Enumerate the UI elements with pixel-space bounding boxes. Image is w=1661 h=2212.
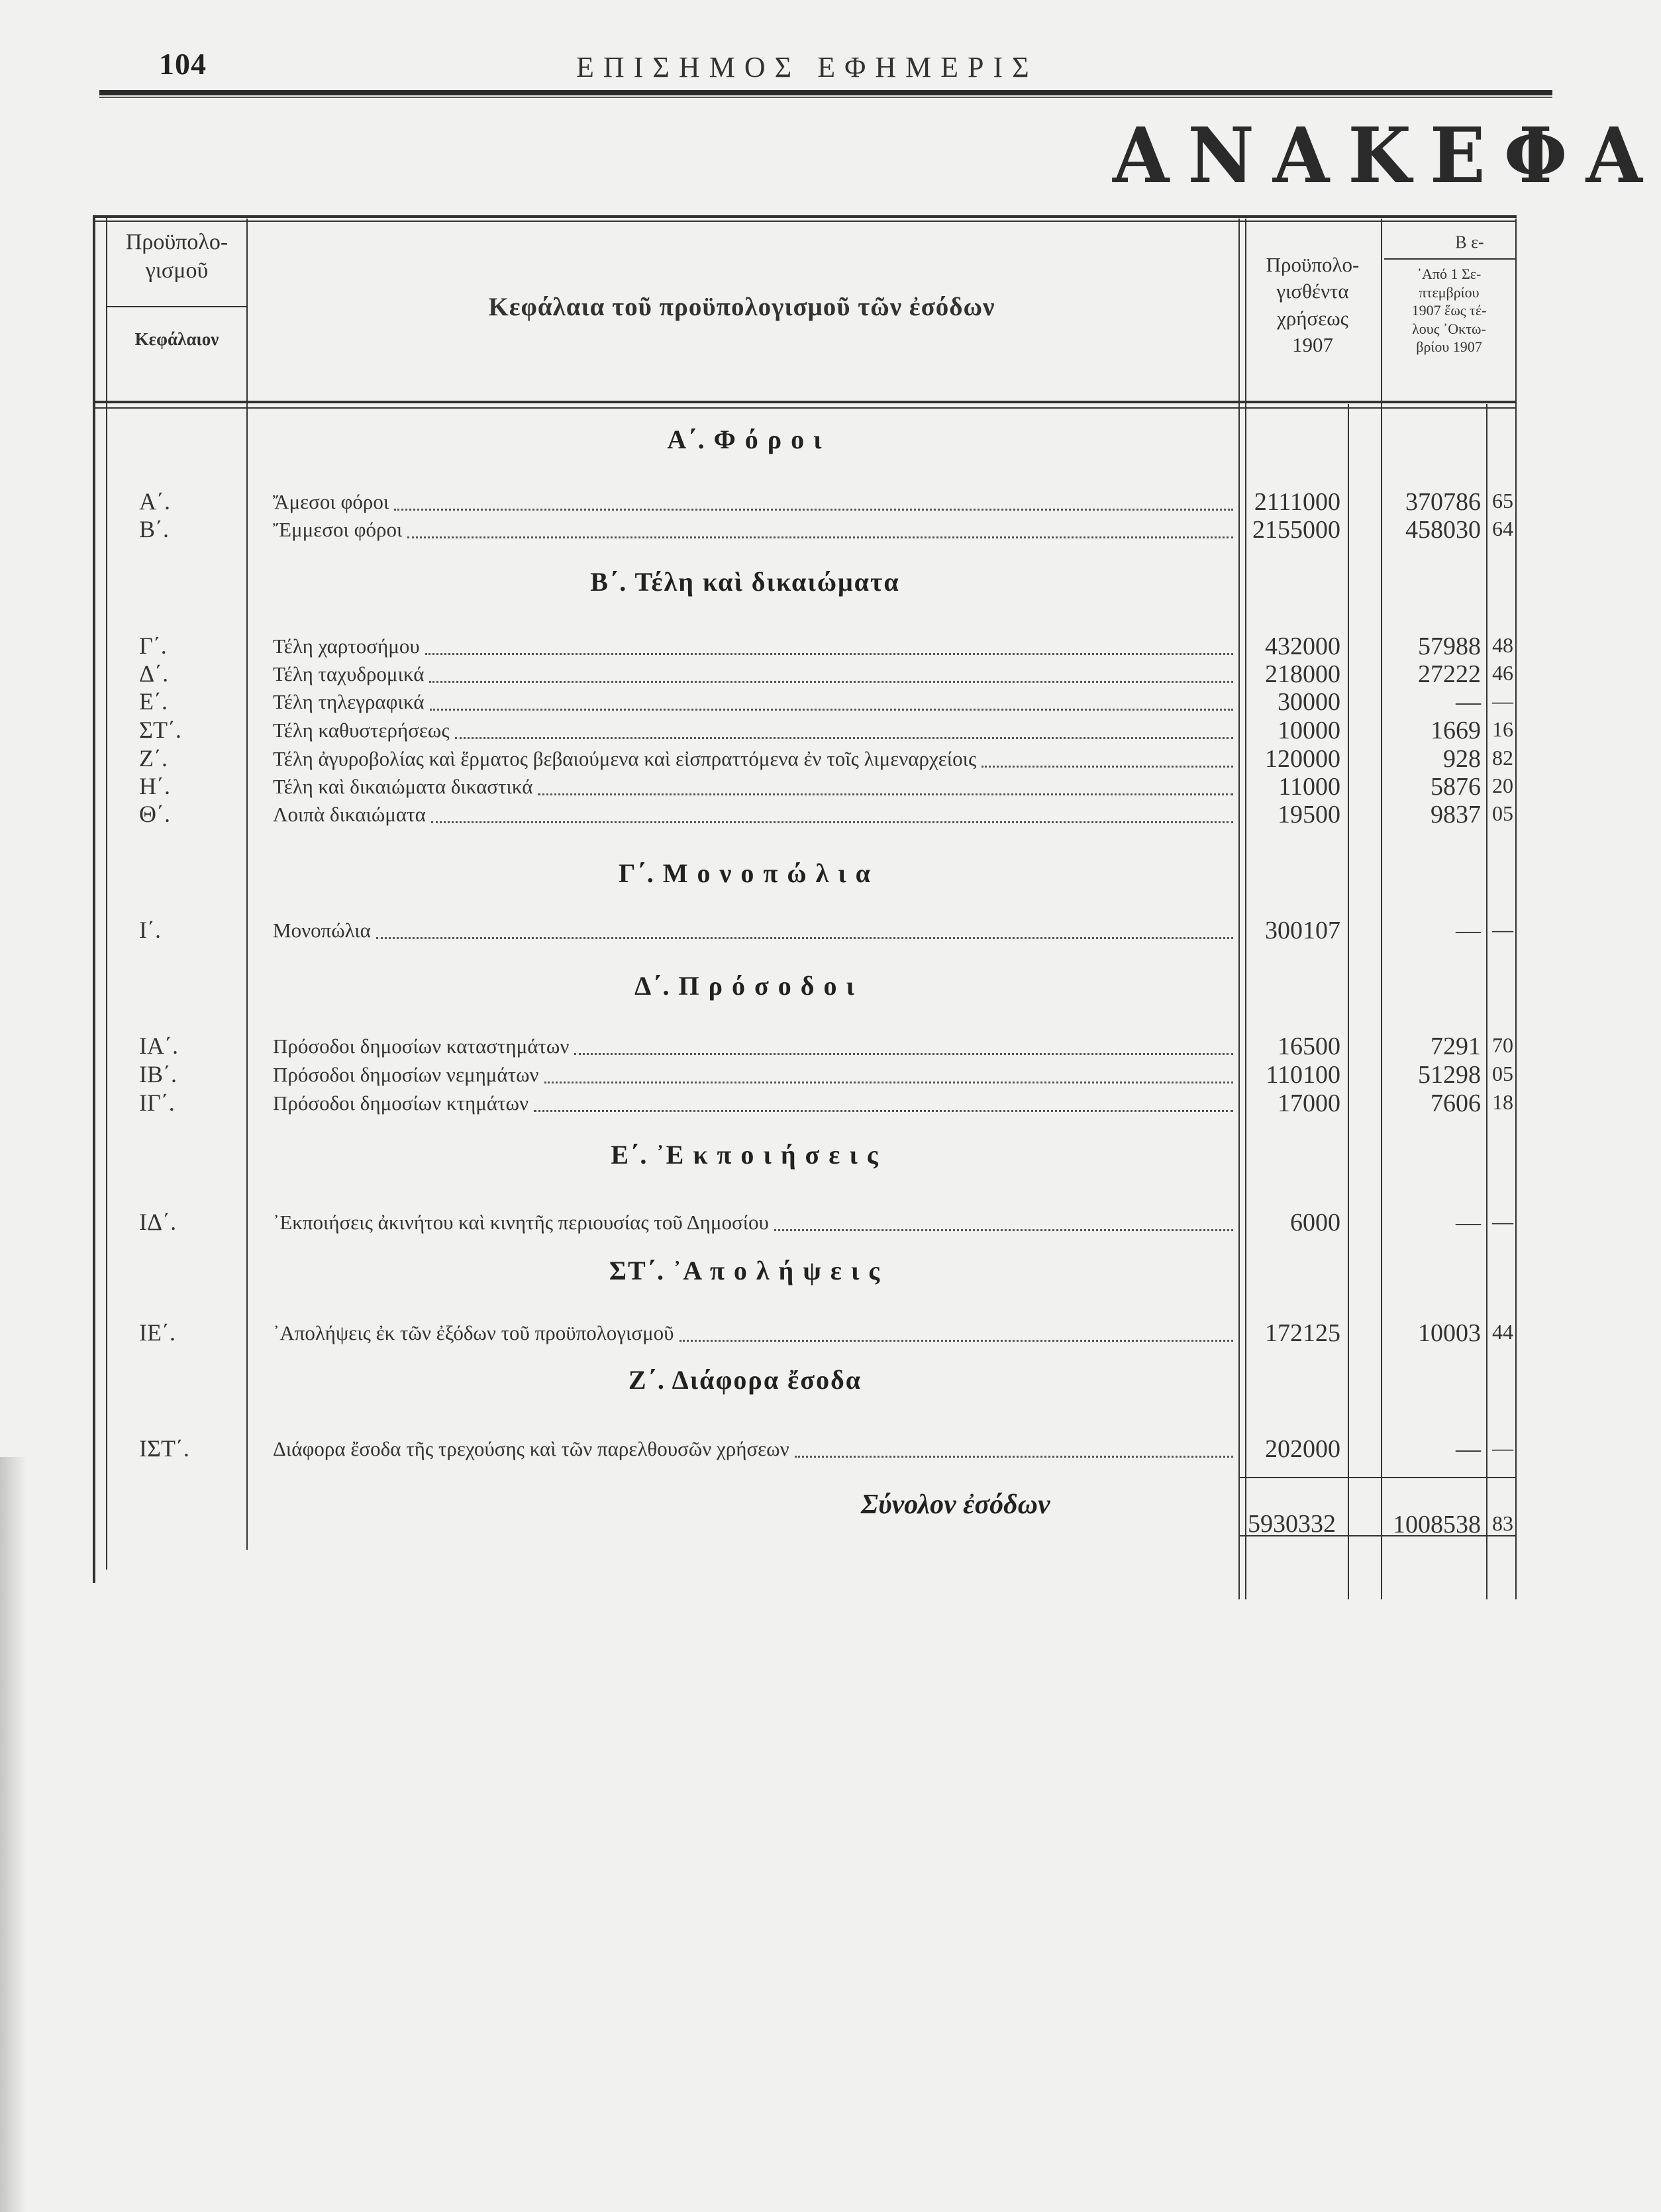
row-description: Πρόσοδοι δημοσίων καταστημάτων <box>273 1034 570 1058</box>
header-period-label: ᾿Από 1 Σε- πτεμβρίου 1907 ἕως τέ- λους ᾿Οκτω- βρίου 1907 <box>1411 266 1487 355</box>
section-title: ΣΤ΄. ᾿Α π ο λ ή ψ ε ι ς <box>609 1256 881 1285</box>
header-bottom-rule <box>93 401 1517 403</box>
row-description: ᾿Εκποιήσεις ἀκινήτου καὶ κινητῆς περιουσίας τοῦ Δημοσίου <box>273 1211 769 1234</box>
row-cents: 48 <box>1492 633 1513 657</box>
page-title: ΑΝΑΚΕΦΑ <box>1113 110 1661 201</box>
row-cents: 05 <box>1492 801 1513 825</box>
dot-leader <box>795 1456 1233 1458</box>
row-code: Ζ΄. <box>139 745 168 772</box>
page-number: 104 <box>159 47 207 81</box>
section-title: Α΄. Φ ό ρ ο ι <box>667 425 823 454</box>
scan-shadow <box>0 1457 26 2212</box>
row-budget: 2155000 <box>1252 516 1340 544</box>
budget-col-left-2 <box>1245 219 1246 1599</box>
row-collected: 928 <box>1443 745 1481 773</box>
row-code: Γ΄. <box>139 632 167 659</box>
row-description: Διάφορα ἔσοδα τῆς τρεχούσης καὶ τῶν παρελθουσῶν χρήσεων <box>273 1437 789 1460</box>
row-budget: 30000 <box>1278 688 1340 716</box>
budget-col-right <box>1348 404 1349 1599</box>
header-period-rule <box>1384 258 1517 260</box>
total-budget: 5930332 <box>1248 1510 1336 1538</box>
total-top-rule <box>1238 1477 1517 1478</box>
row-description: ᾿Απολήψεις ἐκ τῶν ἐξόδων τοῦ προϋπολογισμοῦ <box>273 1321 674 1344</box>
dot-leader <box>429 681 1233 683</box>
row-code: ΙΓ΄. <box>139 1089 175 1116</box>
row-description: Λοιπὰ δικαιώματα <box>273 803 426 826</box>
row-code: ΙΔ΄. <box>139 1209 177 1235</box>
row-description: Τέλη χαρτοσήμου <box>273 634 420 658</box>
row-collected: 7291 <box>1431 1032 1481 1060</box>
row-collected: 51298 <box>1418 1061 1481 1089</box>
row-description: Πρόσοδοι δημοσίων κτημάτων <box>273 1091 528 1115</box>
row-budget: 202000 <box>1265 1435 1340 1463</box>
row-cents: — <box>1492 917 1513 941</box>
section-title: Ε΄. ᾿Ε κ π ο ι ή σ ε ι ς <box>611 1140 880 1170</box>
row-budget: 218000 <box>1265 660 1340 688</box>
row-cents: — <box>1492 1209 1513 1233</box>
row-code: Β΄. <box>139 516 169 542</box>
left-border <box>93 215 95 1583</box>
row-collected: 27222 <box>1418 660 1481 688</box>
section-title: Β΄. Τέλη καὶ δικαιώματα <box>590 567 900 597</box>
row-description: Μονοπώλια <box>273 919 371 942</box>
dot-leader <box>538 793 1233 795</box>
budget-col-left <box>1238 219 1240 1599</box>
row-description: Τέλη ἀγυροβολίας καὶ ἕρματος βεβαιούμενα καὶ εἰσπραττόμενα ἐν τοῖς λιμεναρχείοις <box>273 747 977 770</box>
row-cents: 46 <box>1492 661 1513 685</box>
cents-col-left <box>1486 404 1487 1599</box>
row-description: Τέλη τηλεγραφικά <box>273 690 425 713</box>
row-collected: — <box>1456 1209 1481 1236</box>
row-code: Α΄. <box>139 488 170 515</box>
row-code: ΣΤ΄. <box>139 717 181 743</box>
row-collected: 10003 <box>1418 1319 1481 1347</box>
row-budget: 19500 <box>1278 801 1340 829</box>
row-code: ΙΒ΄. <box>139 1061 177 1087</box>
row-description: Ἔμμεσοι φόροι <box>273 518 403 541</box>
row-collected: 7606 <box>1431 1089 1481 1117</box>
dot-leader <box>680 1340 1233 1342</box>
total-cents: 83 <box>1492 1511 1513 1535</box>
row-collected: — <box>1456 688 1481 716</box>
row-code: Ε΄. <box>139 688 168 715</box>
journal-title: ΕΠΙΣΗΜΟΣ ΕΦΗΜΕΡΙΣ <box>576 51 1038 83</box>
dot-leader <box>574 1053 1233 1055</box>
dot-leader <box>394 509 1233 511</box>
row-cents: 64 <box>1492 517 1513 540</box>
row-collected: 370786 <box>1405 488 1481 516</box>
header-b-label: Β ε- <box>1455 232 1484 252</box>
row-collected: 9837 <box>1431 801 1481 829</box>
row-collected: 5876 <box>1431 773 1481 801</box>
row-cents: 16 <box>1492 717 1513 741</box>
header-split-rule <box>106 306 246 307</box>
row-cents: 65 <box>1492 489 1513 513</box>
row-collected: 1669 <box>1431 717 1481 744</box>
right-border <box>1515 219 1517 1599</box>
header-budget-label: Προϋπολο- γισμοῦ <box>125 230 228 283</box>
row-code: Η΄. <box>139 773 170 799</box>
collected-col-left <box>1381 219 1382 1599</box>
dot-leader <box>534 1110 1233 1112</box>
row-budget: 432000 <box>1265 632 1340 660</box>
row-budget: 300107 <box>1265 917 1340 944</box>
total-label: Σύνολον ἐσόδων <box>861 1489 1050 1520</box>
row-collected: 458030 <box>1405 516 1481 544</box>
row-budget: 120000 <box>1265 745 1340 773</box>
row-budget: 172125 <box>1265 1319 1340 1347</box>
row-description: Τέλη ταχυδρομικά <box>273 662 425 685</box>
dot-leader <box>431 821 1233 823</box>
dot-leader <box>425 653 1233 655</box>
row-code: ΙΣΤ΄. <box>139 1435 189 1462</box>
total-collected: 1008538 <box>1393 1511 1481 1538</box>
dot-leader <box>774 1229 1233 1231</box>
dot-leader <box>455 737 1233 739</box>
row-budget: 10000 <box>1278 717 1340 744</box>
dot-leader <box>544 1081 1233 1083</box>
row-budget: 11000 <box>1278 773 1340 801</box>
row-collected: — <box>1456 917 1481 944</box>
row-cents: 82 <box>1492 746 1513 770</box>
row-cents: 44 <box>1492 1320 1513 1344</box>
code-col-divider <box>246 219 248 1550</box>
left-border-inner <box>106 215 107 1570</box>
row-collected: — <box>1456 1435 1481 1463</box>
row-budget: 110100 <box>1266 1061 1340 1089</box>
header-chapter-label: Κεφάλαιον <box>134 329 219 349</box>
header-rule <box>99 90 1552 95</box>
section-title: Ζ΄. Διάφορα ἔσοδα <box>628 1365 862 1395</box>
row-budget: 6000 <box>1290 1209 1340 1236</box>
row-cents: — <box>1492 689 1513 713</box>
row-code: ΙΑ΄. <box>139 1032 178 1059</box>
section-title: Δ΄. Π ρ ό σ ο δ ο ι <box>634 971 856 1001</box>
dot-leader <box>430 709 1233 711</box>
row-description: Τέλη καὶ δικαιώματα δικαστικά <box>273 775 533 798</box>
row-cents: 20 <box>1492 774 1513 797</box>
row-code: Δ΄. <box>139 660 169 687</box>
row-description: Πρόσοδοι δημοσίων νεμημάτων <box>273 1063 539 1086</box>
row-code: Θ΄. <box>139 801 170 827</box>
dot-leader <box>981 766 1233 768</box>
row-budget: 2111000 <box>1254 488 1340 516</box>
row-code: Ι΄. <box>139 917 161 943</box>
header-bottom-rule-thin <box>93 407 1517 409</box>
dot-leader <box>407 536 1233 538</box>
dot-leader <box>376 937 1233 939</box>
row-description: Ἄμεσοι φόροι <box>273 490 389 513</box>
row-description: Τέλη καθυστερήσεως <box>273 719 450 742</box>
header-rule-thin <box>99 97 1552 98</box>
header-budgeted-label: Προϋπολο- γισθέντα χρήσεως 1907 <box>1266 253 1360 356</box>
row-collected: 57988 <box>1418 632 1481 660</box>
row-cents: 18 <box>1492 1090 1513 1114</box>
table-top-rule-thin <box>93 221 1517 222</box>
row-budget: 17000 <box>1278 1089 1340 1117</box>
header-chapters-title: Κεφάλαια τοῦ προϋπολογισμοῦ τῶν ἐσόδων <box>488 293 995 321</box>
row-cents: 05 <box>1492 1062 1513 1085</box>
table-top-rule <box>93 215 1517 218</box>
section-title: Γ΄. Μ ο ν ο π ώ λ ι α <box>619 858 872 888</box>
row-cents: — <box>1492 1436 1513 1460</box>
row-budget: 16500 <box>1278 1032 1340 1060</box>
row-cents: 70 <box>1492 1033 1513 1057</box>
row-code: ΙΕ΄. <box>139 1319 176 1346</box>
